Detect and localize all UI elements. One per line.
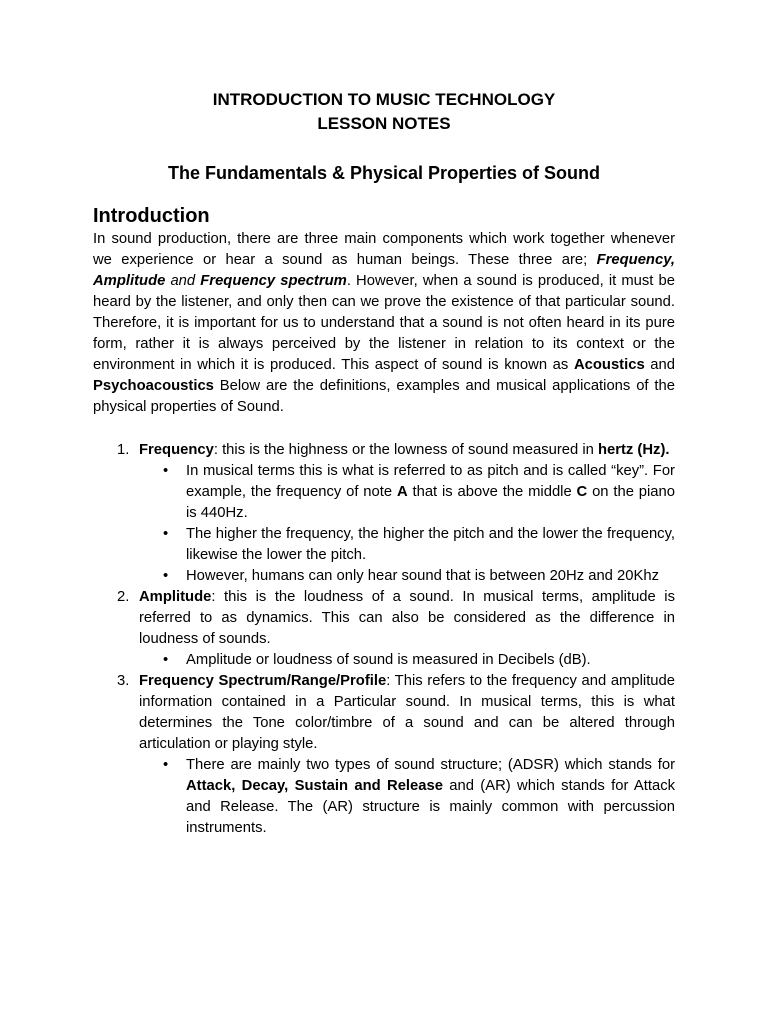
intro-paragraph: [93, 229, 675, 418]
bullet-text: that is above the middle: [407, 484, 577, 500]
properties-list: [93, 440, 675, 839]
bullet-text: Amplitude or loudness of sound is measured in Decibels (dB).: [186, 652, 591, 668]
intro-text-1: In sound production, there are three main components which work together whenever we experience or hear a sound as human beings. These three are;: [93, 231, 675, 268]
intro-comma: ,: [670, 252, 675, 268]
list-number: 2.: [117, 589, 130, 605]
note-c: C: [576, 484, 588, 500]
intro-and-2: and: [644, 357, 675, 373]
list-item-amplitude: [93, 587, 675, 671]
document-page: [93, 88, 675, 839]
bullet-item: [139, 755, 675, 839]
term-psychoacoustics: Psychoacoustics: [93, 378, 214, 394]
item-term: Frequency: [139, 442, 214, 458]
list-number: 3.: [117, 673, 130, 689]
bullet-item: [139, 650, 675, 671]
term-frequency: Frequency: [596, 252, 671, 268]
intro-heading: Introduction: [93, 205, 210, 227]
term-frequency-spectrum: Frequency spectrum: [200, 273, 347, 289]
bullet-text: In musical terms this is what is referred to as pitch and is called “key”. For example, the frequency of note: [186, 463, 675, 500]
item-text: : this is the loudness of a sound. In musical terms, amplitude is referred to as dynamics. This can also be considered as the difference in loudness of sounds.: [139, 589, 675, 647]
doc-title-line1: INTRODUCTION TO MUSIC TECHNOLOGY: [212, 90, 556, 109]
bullet-text: However, humans can only hear sound that is between 20Hz and 20Khz: [186, 568, 659, 584]
bullet-list: [139, 755, 675, 839]
list-item-spectrum: [93, 671, 675, 839]
bullet-text: on the piano is 440Hz.: [186, 484, 675, 521]
intro-text-3: Below are the definitions, examples and musical applications of the physical properties of Sound.: [93, 378, 675, 415]
bullet-icon: •: [163, 568, 169, 584]
bullet-item: [139, 566, 675, 587]
bullet-list: [139, 461, 675, 587]
item-term: Frequency Spectrum/Range/Profile: [139, 673, 387, 689]
bullet-text: There are mainly two types of sound structure; (ADSR) which stands for: [186, 757, 675, 773]
list-item-frequency: [93, 440, 675, 587]
bullet-text: and (AR) which stands for Attack and Release. The (AR) structure is mainly common with percussion instruments.: [186, 778, 675, 836]
adsr-terms: Attack, Decay, Sustain and Release: [186, 778, 443, 794]
bullet-icon: •: [163, 652, 169, 668]
term-acoustics: Acoustics: [573, 357, 645, 373]
term-amplitude: Amplitude: [93, 273, 166, 289]
bullet-text: The higher the frequency, the higher the pitch and the lower the frequency, likewise the lower the pitch.: [186, 526, 675, 563]
doc-title-line2: LESSON NOTES: [317, 114, 451, 133]
bullet-icon: •: [163, 463, 169, 479]
item-bold-end: hertz (Hz).: [597, 442, 670, 458]
note-a: A: [396, 484, 408, 500]
item-term: Amplitude: [139, 589, 212, 605]
bullet-icon: •: [163, 757, 169, 773]
bullet-item: [139, 461, 675, 524]
intro-and-1: and: [165, 273, 201, 289]
bullet-list: [139, 650, 675, 671]
item-text: : This refers to the frequency and amplitude information contained in a Particular sound. In musical terms, this is what determines the Tone color/timbre of a sound and can be altered through articulation or playing style.: [139, 673, 675, 752]
bullet-icon: •: [163, 526, 169, 542]
intro-text-2: . However, when a sound is produced, it must be heard by the listener, and only then can we prove the existence of that particular sound. Therefore, it is important for us to understand that a sound is not often heard in its pure form, rather it is always perceived by the listener in relation to its context or the environment in which it is produced. This aspect of sound is known as: [93, 273, 675, 373]
list-number: 1.: [117, 442, 130, 458]
item-text: : this is the highness or the lowness of sound measured in: [213, 442, 598, 458]
bullet-item: [139, 524, 675, 566]
doc-subtitle: The Fundamentals & Physical Properties of Sound: [167, 163, 601, 183]
